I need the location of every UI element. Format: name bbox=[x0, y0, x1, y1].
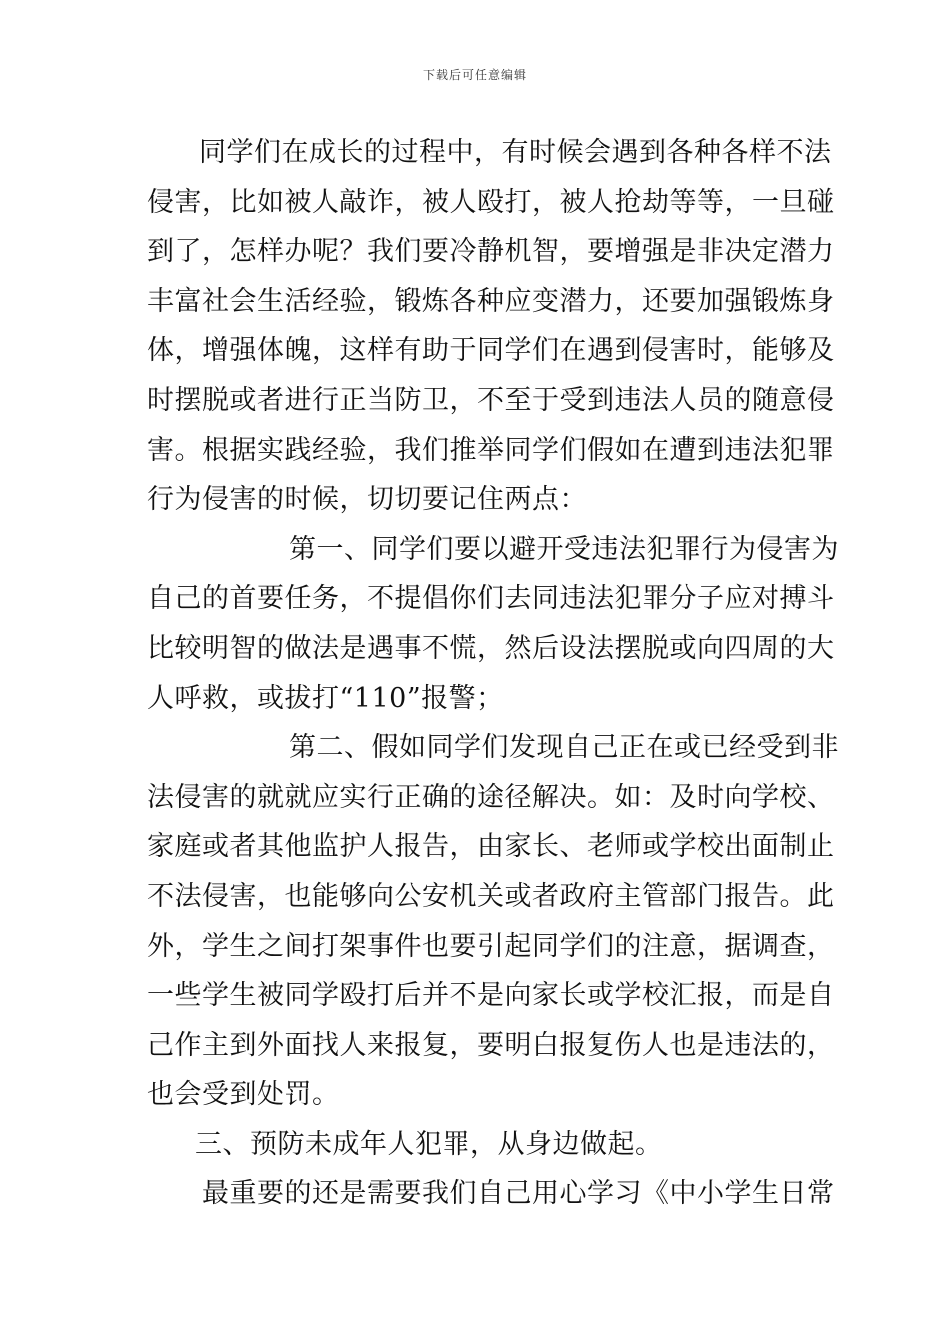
text-line: 外，学生之间打架事件也要引起同学们的注意，据调查， bbox=[147, 930, 835, 962]
text-line: 行为侵害的时候，切切要记住两点： bbox=[147, 484, 587, 516]
text-line: 比较明智的做法是遇事不慌，然后设法摆脱或向四周的大 bbox=[147, 632, 835, 664]
text-line: 家庭或者其他监护人报告，由家长、老师或学校出面制止 bbox=[147, 831, 835, 863]
text-line: 侵害，比如被人敲诈，被人殴打，被人抢劫等等，一旦碰 bbox=[147, 186, 835, 218]
text-line: 也会受到处罚。 bbox=[147, 1079, 340, 1111]
page-header: 下载后可任意编辑 bbox=[422, 68, 527, 82]
text-line: 第二、假如同学们发现自己正在或已经受到非 bbox=[289, 732, 839, 764]
text-line: 同学们在成长的过程中，有时候会遇到各种各样不法 bbox=[199, 137, 832, 168]
section-heading: 三、预防未成年人犯罪，从身边做起。 bbox=[195, 1128, 663, 1160]
text-line: 丰富社会生活经验，锻炼各种应变潜力，还要加强锻炼身 bbox=[147, 285, 835, 317]
text-line: 到了，怎样办呢？我们要冷静机智，要增强是非决定潜力 bbox=[147, 236, 835, 268]
text-line: 一些学生被同学殴打后并不是向家长或学校汇报，而是自 bbox=[147, 980, 835, 1012]
text-line: 自己的首要任务，不提倡你们去同违法犯罪分子应对搏斗 bbox=[147, 583, 835, 615]
text-line: 害。根据实践经验，我们推举同学们假如在遭到违法犯罪 bbox=[147, 434, 835, 466]
text-line: 最重要的还是需要我们自己用心学习《中小学生日常 bbox=[202, 1178, 835, 1210]
text-line: 时摆脱或者进行正当防卫，不至于受到违法人员的随意侵 bbox=[147, 384, 835, 416]
text-line: 人呼救，或拔打“110”报警； bbox=[147, 682, 504, 714]
text-line: 法侵害的就就应实行正确的途径解决。如：及时向学校、 bbox=[147, 781, 835, 813]
text-line: 第一、同学们要以避开受违法犯罪行为侵害为 bbox=[289, 533, 839, 565]
body-text bbox=[147, 128, 839, 1219]
text-line: 体，增强体魄，这样有助于同学们在遇到侵害时，能够及 bbox=[147, 335, 835, 367]
text-line: 不法侵害，也能够向公安机关或者政府主管部门报告。此 bbox=[147, 880, 835, 912]
text-line: 己作主到外面找人来报复，要明白报复伤人也是违法的， bbox=[147, 1029, 835, 1061]
